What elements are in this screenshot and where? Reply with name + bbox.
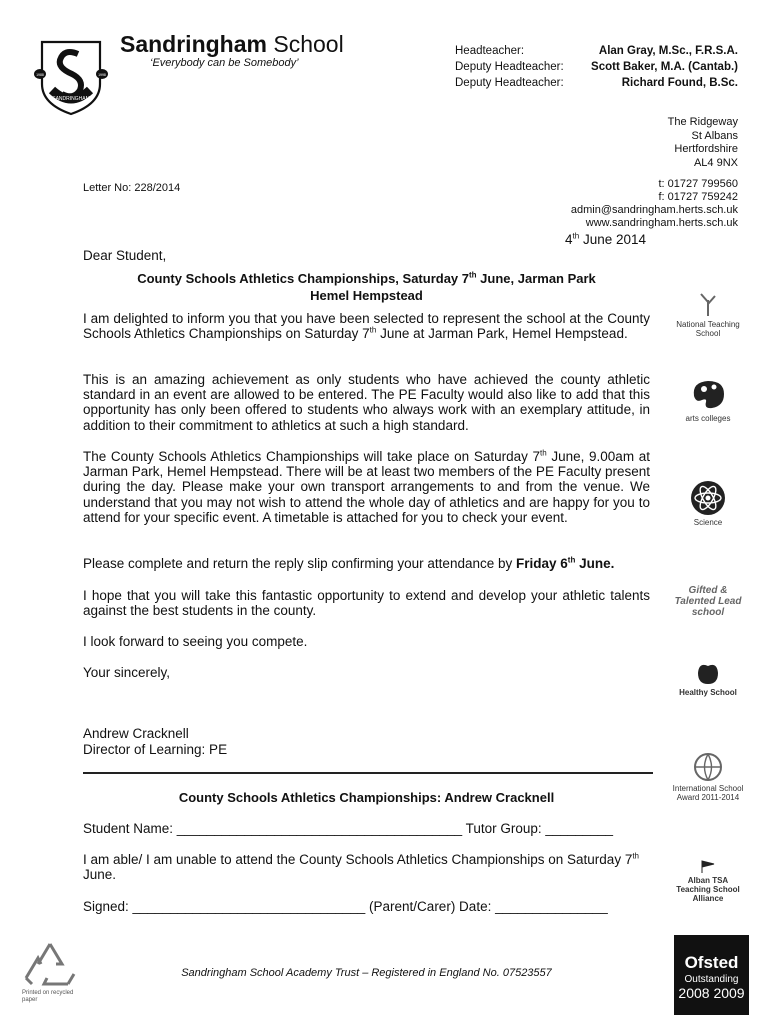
- staff-name: Richard Found, B.Sc.: [621, 77, 738, 89]
- signature-field[interactable]: Signed: _______________________________ (Parent/Carer) Date: _______________: [83, 899, 608, 914]
- ofsted-title: Ofsted: [684, 953, 739, 972]
- staff-roles: [455, 43, 564, 91]
- address-line: AL4 9NX: [693, 156, 738, 169]
- reply-slip-title: County Schools Athletics Championships: Andrew Cracknell: [178, 790, 555, 805]
- national-teaching-school-logo: [672, 290, 744, 338]
- attendance-statement[interactable]: I am able/ I am unable to attend the County Schools Athletics Championships on Saturday 7th June.: [83, 851, 639, 883]
- ofsted-years: 2008 2009: [678, 985, 745, 1001]
- leaf-icon: [699, 290, 717, 318]
- greeting: Dear Student,: [83, 248, 167, 263]
- paragraph-2: This is an amazing achievement as only students who have achieved the county athletic standard in an event are allowed to be entered. The PE Faculty would also like to add that this opportunity has only been offered to students who always work with an exemplary attitude, in addition to their commitment to athletics at such a high standard.: [83, 372, 650, 433]
- email-link[interactable]: admin@sandringham.herts.sch.uk: [570, 204, 738, 216]
- reply-slip-divider: [83, 772, 653, 774]
- sidebar-logo-label: Science: [693, 518, 723, 527]
- sidebar-logo-label: arts colleges: [685, 414, 731, 423]
- globe-icon: [693, 752, 723, 782]
- staff-name: Scott Baker, M.A. (Cantab.): [591, 61, 738, 73]
- palette-icon: [688, 378, 728, 412]
- atom-icon: [690, 480, 726, 516]
- crest-text: SANDRINGHAM: [52, 96, 90, 102]
- staff-role: Deputy Headteacher:: [455, 77, 564, 89]
- crest-year-left: 1988: [36, 73, 44, 77]
- sidebar-logo-label: National Teaching School: [676, 320, 740, 338]
- staff-role: Headteacher:: [455, 45, 525, 57]
- address-line: The Ridgeway: [667, 116, 738, 128]
- school-crest-logo: [34, 38, 108, 118]
- school-contact: [571, 178, 738, 230]
- student-name-field[interactable]: Student Name: ______________________________________ Tutor Group: _________: [83, 821, 613, 836]
- website-link[interactable]: www.sandringham.herts.sch.uk: [585, 217, 738, 229]
- gifted-talented-logo: Gifted & Talented Lead school: [674, 585, 742, 618]
- international-school-award-logo: [672, 752, 744, 802]
- address-line: St Albans: [691, 129, 738, 142]
- signer-title: Director of Learning: PE: [83, 742, 228, 757]
- arts-colleges-logo: [672, 378, 744, 423]
- sidebar-logo-label: Alban TSA Teaching School Alliance: [676, 876, 740, 903]
- paragraph-4: Please complete and return the reply slip confirming your attendance by Friday 6th June.: [83, 555, 615, 571]
- fax: f: 01727 759242: [658, 191, 738, 203]
- letter-number: Letter No: 228/2014: [83, 182, 181, 194]
- sidebar-logo-label: International School Award 2011-2014: [672, 784, 744, 802]
- ofsted-outstanding-badge: [674, 935, 749, 1015]
- letter-date: 4th June 2014: [565, 231, 646, 247]
- sidebar-logo-label: Healthy School: [679, 688, 737, 697]
- staff-names: [591, 43, 738, 91]
- staff-role: Deputy Headteacher:: [455, 61, 564, 73]
- recycle-text: Printed on recycled paper: [22, 990, 74, 1003]
- paragraph-5: I hope that you will take this fantastic opportunity to extend and develop your athletic talents against the best students in the county.: [83, 588, 650, 619]
- recycle-icon: [22, 940, 78, 990]
- paragraph-3: The County Schools Athletics Championships will take place on Saturday 7th June, 9.00am at Jarman Park, Hemel Hempstead. There will be at least two members of the PE Faculty present during the day. Please make your own transport arrangements to and from the venue. We understand that you may not wish to attend the whole day of athletics and are happy for you to attend for your specific event. A timetable is attached for you to check your event.: [83, 448, 650, 525]
- school-name: Sandringham School: [120, 31, 344, 57]
- footer-registration: Sandringham School Academy Trust – Registered in England No. 07523557: [181, 967, 552, 979]
- apple-icon: [695, 660, 721, 686]
- paragraph-6: I look forward to seeing you compete.: [83, 634, 308, 649]
- ofsted-rating: Outstanding: [684, 974, 739, 985]
- address-line: Hertfordshire: [674, 143, 738, 155]
- flag-icon: [698, 860, 718, 874]
- letter-subject: County Schools Athletics Championships, Saturday 7th June, Jarman Park Hemel Hempstead: [137, 270, 596, 303]
- phone: t: 01727 799560: [658, 178, 738, 190]
- school-motto: ‘Everybody can be Somebody’: [150, 57, 299, 69]
- alban-tsa-logo: [672, 860, 744, 903]
- healthy-school-logo: [672, 660, 744, 697]
- paragraph-1: I am delighted to inform you that you have been selected to represent the school at the County Schools Athletics Championships on Saturday 7th June at Jarman Park, Hemel Hempstead.: [83, 311, 650, 342]
- staff-name: Alan Gray, M.Sc., F.R.S.A.: [598, 45, 738, 57]
- school-address: [668, 116, 738, 170]
- crest-year-right: 1998: [98, 73, 106, 77]
- signer-name: Andrew Cracknell: [83, 726, 189, 741]
- science-logo: [672, 480, 744, 527]
- closing: Your sincerely,: [83, 665, 171, 680]
